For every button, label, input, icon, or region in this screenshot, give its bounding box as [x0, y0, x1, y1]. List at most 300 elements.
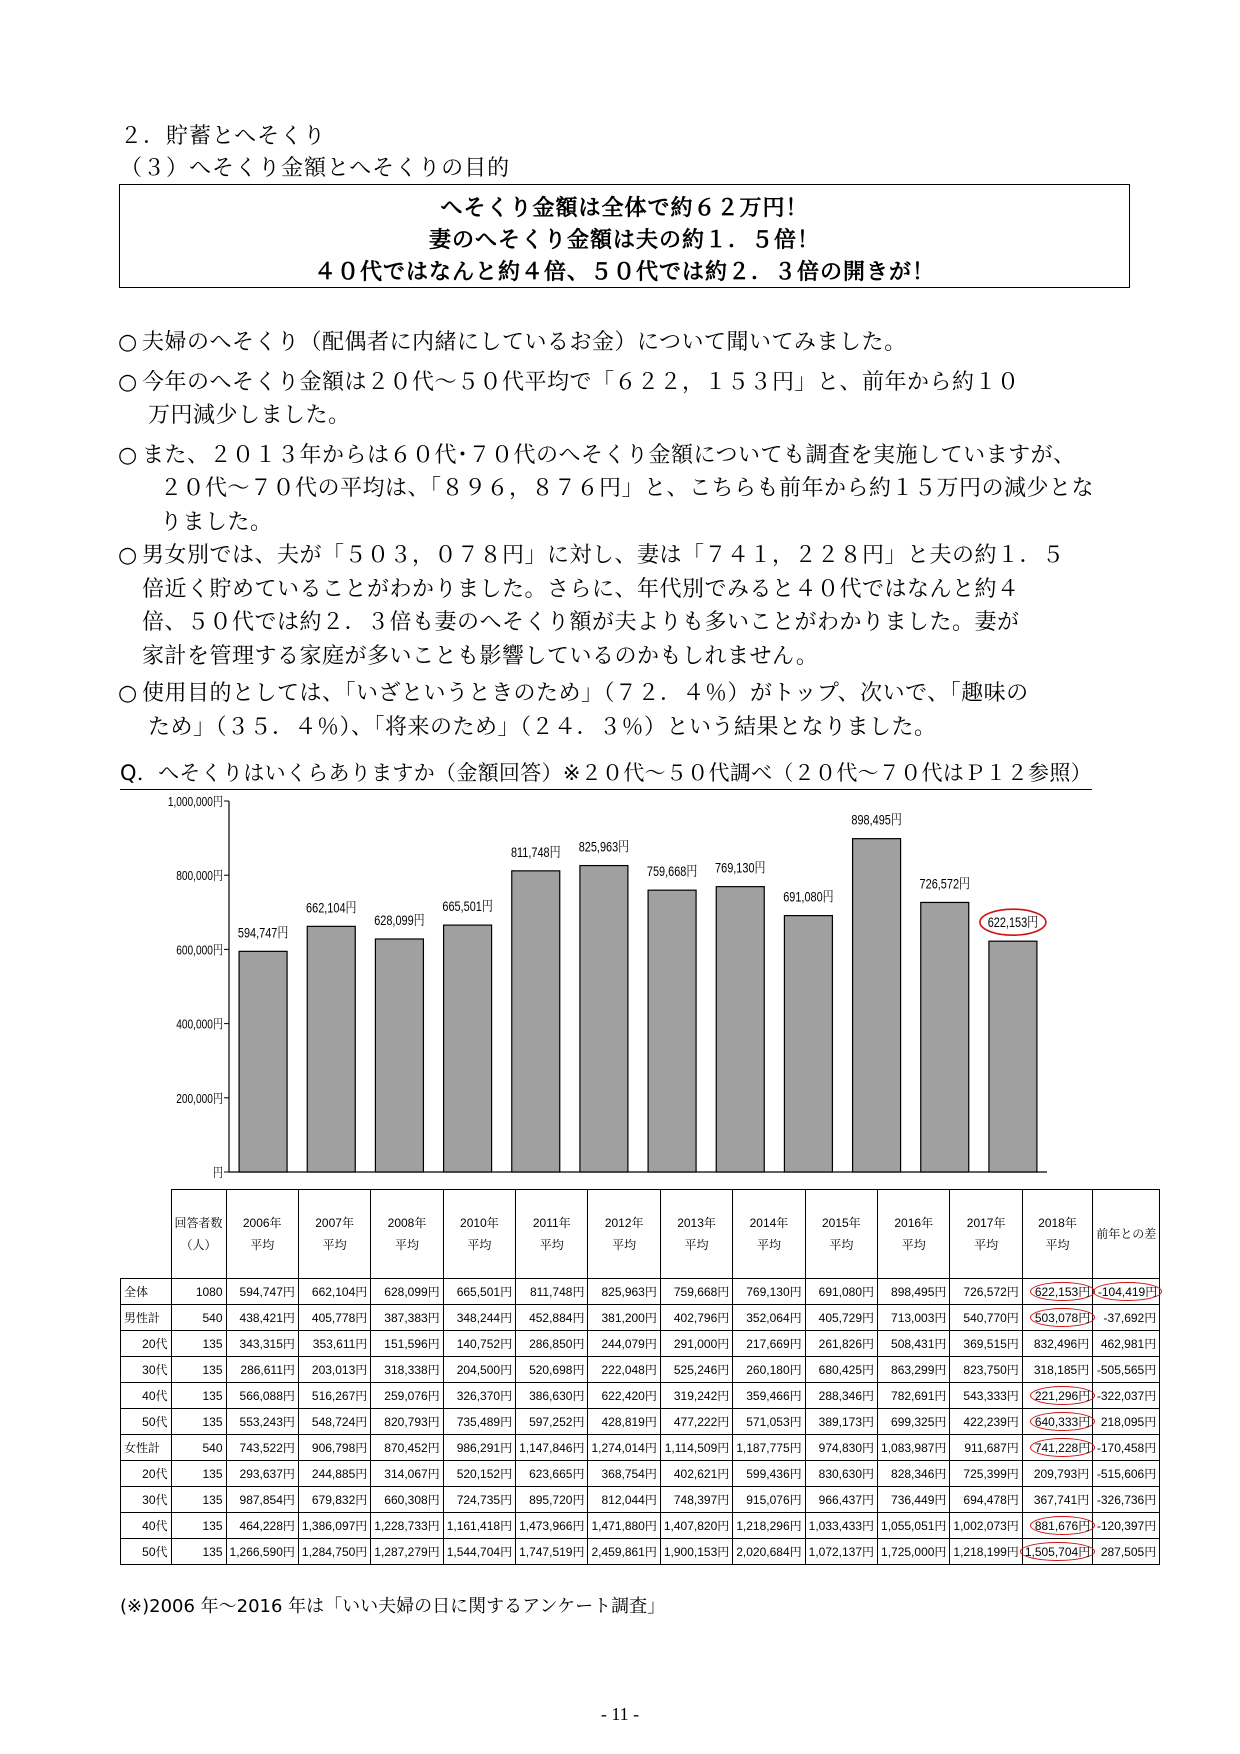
row-diff: [1093, 1435, 1160, 1461]
header-year-line: 平均: [684, 1238, 709, 1252]
row-value: [516, 1305, 588, 1331]
row-respondents: 540: [171, 1435, 226, 1461]
bullet-line: 夫婦のへそくり（配偶者に内緒にしているお金）について聞いてみました。: [142, 330, 907, 355]
chart-bar: [375, 939, 423, 1172]
bar-value-label: 622,153円: [987, 914, 1039, 931]
row-value: [371, 1331, 443, 1357]
row-value-text: 665,501円: [456, 1285, 513, 1299]
row-value: [516, 1513, 588, 1539]
row-value-text: 286,611円: [240, 1363, 295, 1377]
header-year-line: 平均: [467, 1238, 492, 1252]
header-year-10: [950, 1190, 1022, 1279]
row-diff: [1093, 1357, 1160, 1383]
row-value-text: 540,770円: [963, 1311, 1019, 1325]
row-value-text: 694,478円: [963, 1493, 1019, 1507]
row-value: [950, 1383, 1022, 1409]
bar-value-label: 898,495円: [851, 812, 902, 829]
row-value: [516, 1487, 588, 1513]
row-value: [298, 1383, 370, 1409]
section-title: ２．貯蓄とへそくり: [120, 124, 327, 149]
row-value: [1022, 1487, 1092, 1513]
row-value-text: 319,242円: [673, 1389, 730, 1403]
row-label: 30代: [121, 1357, 172, 1383]
row-value-text: 222,048円: [601, 1363, 657, 1377]
headline-line-3: ４０代ではなんと約４倍、５０代では約２．３倍の開きが！: [313, 260, 935, 285]
chart-bar: [580, 866, 628, 1172]
row-value: [516, 1331, 588, 1357]
row-value: [516, 1279, 588, 1305]
header-year-line: 平均: [322, 1238, 347, 1252]
bar-value-label: 662,104円: [306, 900, 357, 916]
chart-bar: [853, 839, 901, 1172]
row-value-text: 1,900,153円: [663, 1545, 730, 1559]
section-subtitle: （３）へそくり金額とへそくりの目的: [120, 156, 511, 181]
row-value-text: 244,885円: [311, 1467, 368, 1481]
row-value: [443, 1513, 515, 1539]
row-diff: [1093, 1383, 1160, 1409]
row-value: [805, 1409, 877, 1435]
header-respondents-line1: 回答者数: [174, 1216, 223, 1230]
row-value-text: 318,185円: [1033, 1363, 1090, 1377]
row-respondents: 135: [171, 1539, 226, 1565]
row-diff-text: -104,419円: [1093, 1282, 1162, 1301]
row-value: [878, 1487, 950, 1513]
header-year-line: 2007年: [315, 1216, 354, 1230]
bullet-list: [118, 326, 1128, 744]
header-year-3: [443, 1190, 515, 1279]
row-value: [226, 1539, 298, 1565]
row-value: [950, 1305, 1022, 1331]
row-value: [371, 1305, 443, 1331]
row-value-text: 1,055,051円: [881, 1519, 947, 1533]
row-value-text: 286,850円: [529, 1337, 585, 1351]
row-value-text: 516,267円: [311, 1389, 368, 1403]
header-year-line: 2011年: [532, 1216, 571, 1230]
row-value: [733, 1409, 805, 1435]
row-label: 男性計: [121, 1305, 172, 1331]
row-value-text: 741,228円: [1030, 1438, 1095, 1457]
row-diff: [1093, 1331, 1160, 1357]
row-respondents: 135: [171, 1513, 226, 1539]
header-year-9: [878, 1190, 950, 1279]
row-diff-text: -505,565円: [1096, 1363, 1157, 1377]
row-value: [371, 1279, 443, 1305]
row-value-text: 1,114,509円: [664, 1441, 730, 1455]
row-value: [588, 1461, 660, 1487]
row-value: [516, 1357, 588, 1383]
row-value-text: 863,299円: [891, 1363, 947, 1377]
bullet-item: [118, 539, 1128, 673]
bullet-line: 使用目的としては、「いざというときのため」（７２．４％）がトップ、次いで、「趣味の: [142, 681, 1029, 706]
row-value-text: 543,333円: [963, 1389, 1019, 1403]
row-value-text: 259,076円: [384, 1389, 440, 1403]
row-value-text: 1,386,097円: [301, 1519, 368, 1533]
row-value: [660, 1279, 732, 1305]
row-value: [588, 1331, 660, 1357]
row-value-text: 1,266,590円: [229, 1545, 295, 1559]
row-value: [371, 1357, 443, 1383]
highlight-circle: [980, 909, 1046, 935]
row-value-text: 1,002,073円: [953, 1519, 1019, 1533]
row-value: [371, 1409, 443, 1435]
row-value: [878, 1461, 950, 1487]
row-value-text: 405,729円: [818, 1311, 875, 1325]
row-value: [660, 1461, 732, 1487]
bullet-line: 家計を管理する家庭が多いことも影響しているのかもしれません。: [142, 643, 819, 669]
table-row: [121, 1539, 1160, 1565]
row-value: [878, 1305, 950, 1331]
row-value-text: 1,544,704円: [446, 1545, 513, 1559]
chart-bar: [784, 916, 832, 1172]
bullet-marker: ○: [118, 681, 138, 706]
row-value: [516, 1409, 588, 1435]
headline-box: [119, 184, 1130, 288]
bar-value-label: 628,099円: [374, 912, 425, 929]
row-value-text: 244,079円: [601, 1337, 657, 1351]
bullet-item: [118, 326, 1128, 360]
row-value-text: 353,611円: [312, 1337, 368, 1351]
row-value: [298, 1305, 370, 1331]
row-diff-text: -322,037円: [1096, 1389, 1157, 1403]
bullet-line: ため」（３５．４％）、「将来のため」（２４．３％）という結果となりました。: [148, 714, 937, 740]
header-year-line: 平均: [756, 1238, 781, 1252]
row-value-text: 594,747円: [239, 1285, 295, 1299]
header-year-line: 平均: [539, 1238, 564, 1252]
row-value: [805, 1331, 877, 1357]
row-diff: [1093, 1487, 1160, 1513]
row-value-text: 915,076円: [746, 1493, 802, 1507]
row-diff: [1093, 1461, 1160, 1487]
header-year-line: 2008年: [387, 1216, 427, 1230]
row-value-text: 1,147,846円: [519, 1441, 585, 1455]
row-value: [588, 1409, 660, 1435]
row-value: [516, 1383, 588, 1409]
bar-value-label: 825,963円: [578, 839, 630, 855]
row-value: [878, 1279, 950, 1305]
row-value: [950, 1487, 1022, 1513]
y-tick-label: 1,000,000円: [167, 794, 223, 810]
bullet-line: ２０代～７０代の平均は、「８９６，８７６円」と、こちらも前年から約１５万円の減少とな: [160, 476, 1095, 501]
row-value: [588, 1305, 660, 1331]
row-value-text: 1,284,750円: [301, 1545, 368, 1559]
row-value: [226, 1357, 298, 1383]
header-year-11: [1022, 1190, 1092, 1279]
chart-bar: [239, 951, 287, 1172]
row-value: [733, 1487, 805, 1513]
row-value: [1022, 1357, 1092, 1383]
row-value: [950, 1357, 1022, 1383]
bullet-line: 万円減少しました。: [148, 403, 351, 428]
header-year-line: 平均: [1045, 1238, 1070, 1252]
row-diff: [1093, 1305, 1160, 1331]
row-value-text: 986,291円: [456, 1441, 513, 1455]
header-year-line: 平均: [974, 1238, 999, 1252]
row-value: [443, 1279, 515, 1305]
table-row: [121, 1279, 1160, 1305]
row-diff-text: -37,692円: [1103, 1311, 1157, 1325]
row-value: [878, 1357, 950, 1383]
table-row: [121, 1305, 1160, 1331]
row-value: [950, 1331, 1022, 1357]
row-value-text: 293,637円: [239, 1467, 295, 1481]
row-value: [660, 1331, 732, 1357]
row-value: [226, 1435, 298, 1461]
row-value-text: 1,218,296円: [736, 1519, 802, 1533]
row-value-text: 597,252円: [529, 1415, 585, 1429]
row-value-text: 1,033,433円: [808, 1519, 875, 1533]
row-value: [878, 1539, 950, 1565]
row-value: [226, 1513, 298, 1539]
row-value: [226, 1383, 298, 1409]
row-value-text: 974,830円: [818, 1441, 875, 1455]
bar-value-label: 759,668円: [646, 863, 698, 880]
row-value-text: 735,489円: [456, 1415, 513, 1429]
row-respondents: 135: [171, 1357, 226, 1383]
row-value-text: 870,452円: [384, 1441, 440, 1455]
row-value: [950, 1435, 1022, 1461]
row-value: [298, 1279, 370, 1305]
row-value-text: 906,798円: [311, 1441, 368, 1455]
row-value: [660, 1513, 732, 1539]
row-value: [950, 1279, 1022, 1305]
table-row: [121, 1357, 1160, 1383]
row-value-text: 209,793円: [1033, 1467, 1090, 1481]
table-body: [121, 1279, 1160, 1565]
row-value-text: 369,515円: [963, 1337, 1019, 1351]
row-value: [226, 1409, 298, 1435]
chart-bar: [989, 941, 1037, 1172]
row-value: [443, 1331, 515, 1357]
header-respondents: [171, 1190, 226, 1279]
row-value: [298, 1357, 370, 1383]
y-tick-label: 800,000円: [176, 869, 223, 884]
header-year-line: 2010年: [460, 1216, 499, 1230]
bullet-line: 今年のへそくり金額は２０代～５０代平均で「６２２，１５３円」と、前年から約１０: [142, 369, 1020, 395]
row-value-text: 811,748円: [529, 1285, 585, 1299]
row-value: [733, 1331, 805, 1357]
chart-bar: [716, 887, 764, 1172]
row-value: [733, 1279, 805, 1305]
row-value-text: 1,072,137円: [808, 1545, 875, 1559]
row-value-text: 1,083,987円: [881, 1441, 947, 1455]
row-value-text: 769,130円: [746, 1285, 802, 1299]
row-value-text: 1,407,820円: [663, 1519, 730, 1533]
row-value: [1022, 1539, 1092, 1565]
row-value-text: 367,741円: [1033, 1493, 1090, 1507]
bullet-marker: ○: [118, 330, 138, 355]
row-value: [660, 1409, 732, 1435]
row-value-text: 221,296円: [1030, 1386, 1095, 1405]
row-value-text: 599,436円: [746, 1467, 802, 1481]
row-respondents: 1080: [171, 1279, 226, 1305]
bar-value-label: 769,130円: [715, 860, 766, 876]
row-value-text: 548,724円: [311, 1415, 368, 1429]
row-diff: [1093, 1409, 1160, 1435]
row-respondents: 540: [171, 1305, 226, 1331]
row-value: [371, 1487, 443, 1513]
row-value: [588, 1435, 660, 1461]
row-value-text: 508,431円: [891, 1337, 947, 1351]
row-value: [733, 1539, 805, 1565]
row-value: [878, 1435, 950, 1461]
header-diff: 前年との差: [1093, 1190, 1160, 1279]
row-value-text: 422,239円: [963, 1415, 1019, 1429]
row-value-text: 140,752円: [456, 1337, 513, 1351]
row-value-text: 288,346円: [818, 1389, 875, 1403]
row-value-text: 318,338円: [384, 1363, 440, 1377]
row-value: [660, 1305, 732, 1331]
row-value: [805, 1487, 877, 1513]
row-value-text: 428,819円: [601, 1415, 657, 1429]
header-year-line: 2018年: [1038, 1216, 1077, 1230]
row-value: [298, 1513, 370, 1539]
row-label: 40代: [121, 1383, 172, 1409]
row-value: [950, 1513, 1022, 1539]
row-value: [298, 1435, 370, 1461]
row-value: [1022, 1383, 1092, 1409]
bullet-item: [118, 439, 1128, 540]
row-value: [226, 1279, 298, 1305]
chart-bar: [512, 871, 560, 1172]
row-value-text: 782,691円: [891, 1389, 947, 1403]
row-value-text: 204,500円: [456, 1363, 513, 1377]
row-value-text: 1,747,519円: [519, 1545, 585, 1559]
row-value-text: 291,000円: [673, 1337, 730, 1351]
row-value-text: 1,473,966円: [519, 1519, 585, 1533]
y-tick-label: 600,000円: [176, 943, 223, 958]
header-year-line: 平均: [394, 1238, 419, 1252]
row-value-text: 895,720円: [529, 1493, 585, 1507]
row-value: [733, 1461, 805, 1487]
chart-bar: [921, 902, 969, 1172]
row-value: [226, 1331, 298, 1357]
table-row: [121, 1409, 1160, 1435]
row-value: [588, 1487, 660, 1513]
chart-bar: [307, 926, 355, 1172]
row-diff-text: -120,397円: [1096, 1519, 1157, 1533]
header-year-1: [298, 1190, 370, 1279]
row-value: [298, 1461, 370, 1487]
row-value: [1022, 1435, 1092, 1461]
row-value: [371, 1461, 443, 1487]
table-row: [121, 1435, 1160, 1461]
row-value-text: 881,676円: [1030, 1516, 1095, 1535]
header-year-4: [516, 1190, 588, 1279]
row-value-text: 1,725,000円: [881, 1545, 947, 1559]
row-value: [878, 1383, 950, 1409]
row-value-text: 464,228円: [239, 1519, 295, 1533]
row-value: [588, 1513, 660, 1539]
row-respondents: 135: [171, 1383, 226, 1409]
row-value-text: 571,053円: [746, 1415, 802, 1429]
row-value-text: 736,449円: [891, 1493, 947, 1507]
row-value-text: 725,399円: [963, 1467, 1019, 1481]
table-row: [121, 1383, 1160, 1409]
source-note: (※)2006 年～2016 年は「いい夫婦の日に関するアンケート調査」: [120, 1596, 666, 1617]
header-year-line: 2006年: [242, 1216, 282, 1230]
header-year-2: [371, 1190, 443, 1279]
row-value: [1022, 1305, 1092, 1331]
row-value-text: 477,222円: [673, 1415, 730, 1429]
row-value-text: 260,180円: [746, 1363, 802, 1377]
row-value-text: 326,370円: [456, 1389, 513, 1403]
row-value-text: 820,793円: [384, 1415, 440, 1429]
header-year-line: 平均: [829, 1238, 854, 1252]
bar-value-label: 726,572円: [919, 876, 970, 892]
row-value: [443, 1435, 515, 1461]
row-value: [298, 1409, 370, 1435]
bar-value-label: 811,748円: [510, 844, 561, 861]
row-value: [805, 1461, 877, 1487]
row-value: [371, 1513, 443, 1539]
row-value-text: 352,064円: [746, 1311, 802, 1325]
row-value: [443, 1383, 515, 1409]
row-value: [588, 1279, 660, 1305]
row-value-text: 1,218,199円: [953, 1545, 1019, 1559]
row-value-text: 1,228,733円: [374, 1519, 440, 1533]
row-value: [733, 1435, 805, 1461]
row-value: [660, 1487, 732, 1513]
row-value-text: 987,854円: [239, 1493, 295, 1507]
row-diff-text: 287,505円: [1100, 1545, 1157, 1559]
row-label: 40代: [121, 1513, 172, 1539]
header-year-8: [805, 1190, 877, 1279]
bullet-item: [118, 677, 1128, 744]
row-value: [443, 1305, 515, 1331]
row-value-text: 743,522円: [239, 1441, 295, 1455]
row-label: 20代: [121, 1461, 172, 1487]
row-value: [1022, 1513, 1092, 1539]
row-value-text: 1,274,014円: [591, 1441, 657, 1455]
row-value-text: 525,246円: [673, 1363, 730, 1377]
header-year-7: [733, 1190, 805, 1279]
header-year-line: 2016年: [894, 1216, 934, 1230]
row-value-text: 1,505,704円: [1020, 1542, 1095, 1561]
row-value-text: 628,099円: [384, 1285, 440, 1299]
row-value-text: 452,884円: [529, 1311, 585, 1325]
row-value: [950, 1409, 1022, 1435]
row-value-text: 387,383円: [384, 1311, 440, 1325]
row-value-text: 713,003円: [891, 1311, 947, 1325]
row-value-text: 1,161,418円: [446, 1519, 513, 1533]
row-value-text: 724,735円: [456, 1493, 513, 1507]
row-label: 50代: [121, 1409, 172, 1435]
row-value-text: 1,287,279円: [374, 1545, 440, 1559]
row-value: [1022, 1461, 1092, 1487]
row-value: [588, 1539, 660, 1565]
row-value: [371, 1539, 443, 1565]
row-value-text: 699,325円: [891, 1415, 947, 1429]
row-respondents: 135: [171, 1331, 226, 1357]
row-value: [805, 1357, 877, 1383]
header-year-5: [588, 1190, 660, 1279]
row-value: [226, 1305, 298, 1331]
row-value: [660, 1539, 732, 1565]
row-value-text: 2,459,861円: [591, 1545, 657, 1559]
row-value: [516, 1539, 588, 1565]
row-diff-text: -515,606円: [1096, 1467, 1157, 1481]
row-value: [805, 1383, 877, 1409]
row-value-text: 438,421円: [239, 1311, 295, 1325]
row-value-text: 660,308円: [384, 1493, 440, 1507]
row-value: [516, 1461, 588, 1487]
row-value: [588, 1383, 660, 1409]
row-value-text: 343,315円: [239, 1337, 295, 1351]
question-heading: Q．へそくりはいくらありますか（金額回答）※２０代～５０代調べ（２０代～７０代はＰ１２参照）: [120, 757, 1092, 790]
row-label: 女性計: [121, 1435, 172, 1461]
row-respondents: 135: [171, 1461, 226, 1487]
row-value-text: 217,669円: [746, 1337, 802, 1351]
